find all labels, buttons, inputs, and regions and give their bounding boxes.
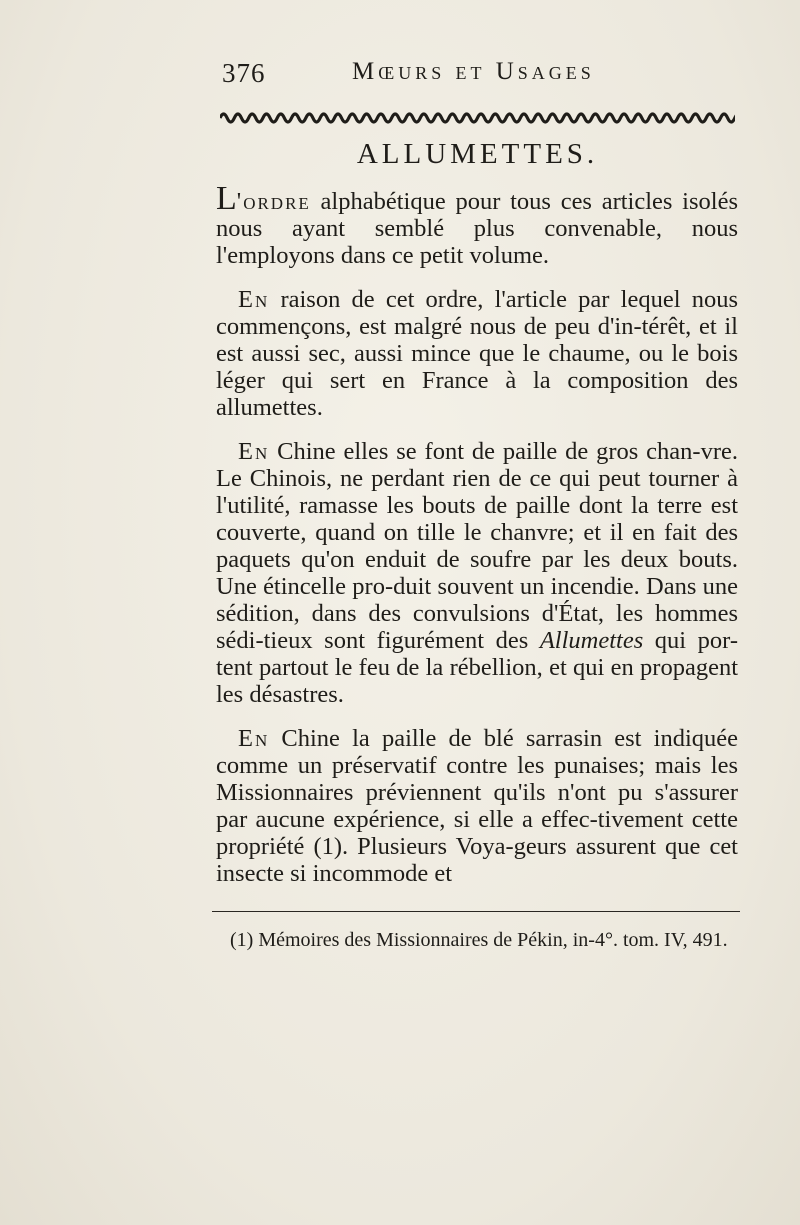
- italic-term: Allumettes: [539, 627, 644, 654]
- paragraph-1: [216, 180, 738, 269]
- lead-word: En: [238, 286, 270, 313]
- paragraph-text: Chine la paille de blé sarrasin est indiquée comme un préservatif contre les punaises; mais les Missionnaires préviennent qu'ils n'ont pu s'assurer par aucune expérience, si elle a effec-tivement cette propriété (1). Plusieurs Voya-geurs assurent que cet insecte si incommode et: [216, 725, 738, 887]
- paragraph-2: [216, 286, 738, 421]
- footnote-rule: [212, 911, 740, 912]
- lead-word: En: [238, 438, 270, 465]
- drop-cap: L: [216, 180, 237, 217]
- body-text: [216, 180, 738, 904]
- running-title: Mœurs et Usages: [352, 58, 595, 85]
- lead-word: En: [238, 725, 270, 752]
- page-number: 376: [222, 58, 266, 88]
- footnote-text: (1) Mémoires des Missionnaires de Pékin, in-4°. tom. IV, 491.: [230, 929, 728, 951]
- paragraph-text: Chine elles se font de paille de gros chan-vre. Le Chinois, ne perdant rien de ce qui peut tourner à l'utilité, ramasse les bouts de paille dont la terre est couverte, quand on tille le chanvre; et il en fait des paquets qu'on enduit de soufre par les deux bouts. Une étincelle pro-duit souvent un incendie. Dans une sédition, dans des convulsions d'État, les hommes sédi-tieux sont figurément des: [216, 438, 738, 654]
- footnote: [216, 928, 738, 952]
- wavy-rule-ornament: [220, 108, 735, 128]
- paragraph-4: [216, 725, 738, 887]
- running-head: [222, 58, 742, 92]
- paragraph-text: alphabétique pour tous ces articles isolés nous ayant semblé plus convenable, nous l'employons dans ce petit volume.: [216, 188, 738, 269]
- paragraph-text: raison de cet ordre, l'article par lequel nous commençons, est malgré nous de peu d'in-térêt, et il est aussi sec, aussi mince que le chaume, ou le bois léger qui sert en France à la composition des allumettes.: [216, 286, 738, 421]
- lead-word: 'ordre: [236, 188, 311, 215]
- paragraph-3: [216, 438, 738, 708]
- section-title: ALLUMETTES.: [356, 138, 599, 170]
- paragraph-text: qui por-tent partout le feu de la rébellion, et qui en propagent les désastres.: [216, 627, 738, 708]
